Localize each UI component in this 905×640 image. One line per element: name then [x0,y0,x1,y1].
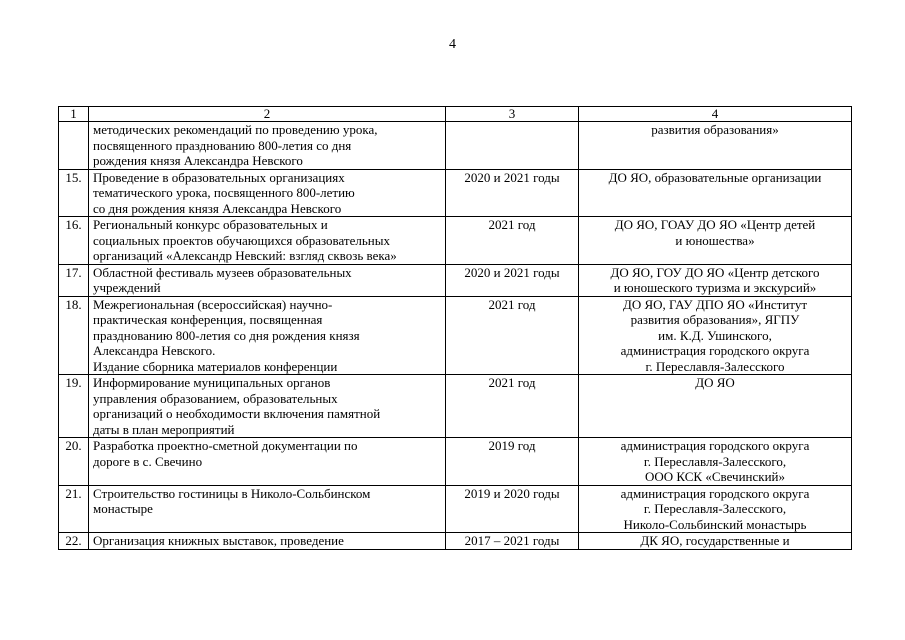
responsible-cell [579,533,852,550]
responsible-cell-line: им. К.Д. Ушинского, [658,327,772,343]
responsible-cell [579,438,852,486]
event-cell-line: дороге в с. Свечино [93,453,203,469]
event-cell [89,533,446,550]
event-cell-line: монастыре [93,501,153,516]
responsible-cell-line: ДО ЯО, ГОАУ ДО ЯО «Центр детей [614,217,816,232]
responsible-cell-line: г. Переславля-Залесского [645,358,785,374]
responsible-cell-line: ДО ЯО, образовательные организации [608,169,822,185]
event-cell-line: Проведение в образовательных организациях [93,169,345,185]
row-number: 17. [59,264,89,296]
term-cell-line: 2017 – 2021 годы [464,533,560,548]
event-cell-line: практическая конференция, посвященная [93,312,323,327]
event-cell-line: Областной фестиваль музеев образовательных [93,264,352,280]
event-cell-line: управления образованием, образовательных [93,390,338,406]
event-cell-line: социальных проектов обучающихся образовательных [93,232,390,248]
responsible-cell-line: развития образования» [651,122,779,137]
table-row [59,485,852,533]
responsible-cell [579,217,852,265]
responsible-cell-line: и юношества» [675,232,755,248]
row-number: 21. [59,485,89,533]
event-cell-line: Александра Невского. [93,343,216,358]
term-cell-line: 2021 год [488,375,536,390]
event-cell [89,217,446,265]
table-row [59,296,852,375]
term-cell [446,122,579,170]
event-cell-line: организаций «Александр Невский: взгляд сквозь века» [93,248,397,263]
event-cell-line: посвященного празднованию 800-летия со дня [93,137,352,153]
table-row [59,217,852,265]
table-row [59,122,852,170]
term-cell [446,169,579,217]
event-cell [89,122,446,170]
term-cell-line: 2020 и 2021 годы [464,169,560,185]
term-cell [446,485,579,533]
event-cell-line: Издание сборника материалов конференции [93,358,338,374]
responsible-cell-line: Николо-Сольбинский монастырь [623,516,807,532]
event-cell [89,485,446,533]
event-cell-line: Разработка проектно-сметной документации по [93,438,358,453]
row-number: 20. [59,438,89,486]
row-number: 16. [59,217,89,265]
row-number: 19. [59,375,89,438]
row-number: 15. [59,169,89,217]
responsible-cell [579,296,852,375]
responsible-cell-line: ДО ЯО, ГАУ ДПО ЯО «Институт [622,296,807,312]
term-cell [446,264,579,296]
responsible-cell-line: администрация городского округа [620,438,810,453]
page-number: 4 [449,37,456,52]
header-cell-2: 2 [89,107,446,122]
responsible-cell-line: администрация городского округа [620,343,810,358]
term-cell-line: 2021 год [488,217,536,232]
event-cell [89,264,446,296]
responsible-cell [579,169,852,217]
term-cell-line: 2019 год [488,438,536,453]
table-row [59,169,852,217]
responsible-cell-line: г. Переславля-Залесского, [643,501,787,516]
header-row [59,107,852,122]
plan-table-body [59,107,852,550]
responsible-cell-line: администрация городского округа [620,485,810,501]
event-cell [89,169,446,217]
event-cell-line: Строительство гостиницы в Николо-Сольбинском [93,485,371,501]
row-number [59,122,89,170]
table-row [59,264,852,296]
event-cell-line: Организация книжных выставок, проведение [93,533,344,548]
header-cell-4: 4 [579,107,852,122]
event-cell-line: Информирование муниципальных органов [93,375,331,390]
table-row [59,438,852,486]
event-cell-line: со дня рождения князя Александра Невского [93,200,342,216]
responsible-cell [579,375,852,438]
event-cell-line: тематического урока, посвященного 800-летию [93,185,355,200]
term-cell [446,296,579,375]
event-cell-line: Региональный конкурс образовательных и [93,217,328,232]
responsible-cell-line: ООО КСК «Свечинский» [645,469,785,484]
responsible-cell [579,122,852,170]
row-number: 18. [59,296,89,375]
header-cell-3: 3 [446,107,579,122]
term-cell [446,217,579,265]
responsible-cell-line: ДК ЯО, государственные и [640,533,790,548]
responsible-cell-line: и юношеского туризма и экскурсий» [613,280,817,295]
responsible-cell [579,485,852,533]
responsible-cell [579,264,852,296]
event-cell-line: празднованию 800-летия со дня рождения князя [93,327,360,343]
table-row [59,375,852,438]
responsible-cell-line: ДО ЯО, ГОУ ДО ЯО «Центр детского [610,264,820,280]
event-cell [89,438,446,486]
header-cell-1: 1 [59,107,89,122]
term-cell-line: 2019 и 2020 годы [464,485,560,501]
event-cell-line: методических рекомендаций по проведению урока, [93,122,378,137]
term-cell-line: 2020 и 2021 годы [464,264,560,280]
term-cell [446,375,579,438]
responsible-cell-line: ДО ЯО [695,375,735,390]
event-cell-line: даты в план мероприятий [93,421,235,437]
event-cell-line: учреждений [93,280,161,295]
term-cell-line: 2021 год [488,296,536,312]
term-cell [446,533,579,550]
event-cell [89,375,446,438]
event-cell [89,296,446,375]
plan-table [58,106,852,550]
event-cell-line: Межрегиональная (всероссийская) научно- [93,296,333,312]
term-cell [446,438,579,486]
event-cell-line: рождения князя Александра Невского [93,153,303,168]
responsible-cell-line: развития образования», ЯГПУ [630,312,800,327]
row-number: 22. [59,533,89,550]
table-row [59,533,852,550]
event-cell-line: организаций о необходимости включения памятной [93,406,381,421]
responsible-cell-line: г. Переславля-Залесского, [643,453,787,469]
